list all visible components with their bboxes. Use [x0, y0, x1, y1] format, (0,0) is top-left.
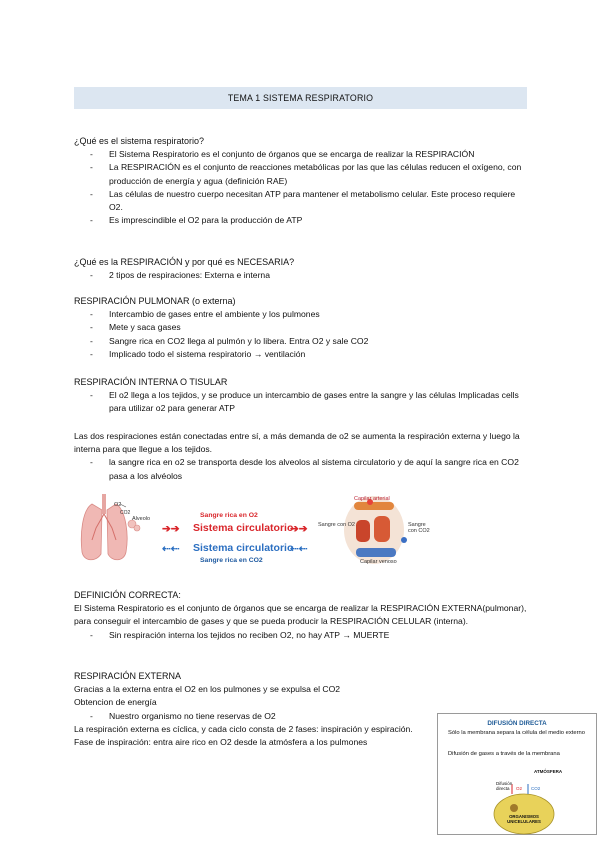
bullet-list: [74, 308, 529, 361]
sangre-con-o2-label: Sangre con O2: [318, 522, 355, 528]
capilar-arterial-label: Capilar arterial: [354, 496, 390, 502]
section-why: [74, 256, 529, 282]
list-item: - la sangre rica en o2 se transporta desde los alveolos al sistema circulatorio y de aquí la sangre rica en CO2 pasa a los alvéolos: [74, 456, 529, 482]
list-item: - Las células de nuestro cuerpo necesitan ATP para mantener el metabolismo celular. Este proceso requiere O2.: [74, 188, 529, 214]
sangre-con-co2-label: Sangre con CO2: [408, 522, 430, 534]
bullet-list: [74, 629, 529, 642]
section-definicion: [74, 589, 529, 642]
paragraph: Obtencion de energía: [74, 697, 157, 708]
paragraph: El Sistema Respiratorio es el conjunto de órganos que se encarga de realizar la RESPIRACIÓN EXTERNA(pulmonar), para conseguir el intercambio de gases y que se pueda producir la RESPIRACIÓN CELULAR (interna).: [74, 603, 527, 627]
difusion-label: Difusión directa: [496, 781, 513, 791]
sangre-o2-label: Sangre rica en O2: [200, 512, 258, 519]
sangre-co2-label: Sangre rica en CO2: [200, 557, 263, 564]
list-item: - La RESPIRACIÓN es el conjunto de reacciones metabólicas por las que las células reducen el oxígeno, con producción de energía y agua (definición RAE): [74, 161, 529, 187]
co2-label: CO2: [531, 786, 541, 791]
section-pulmonar: [74, 295, 529, 361]
section-what-is: [74, 135, 529, 227]
section-heading: RESPIRACIÓN INTERNA O TISULAR: [74, 377, 228, 387]
arrows-left-icon: ⇠⇠: [162, 543, 180, 555]
section-interna: [74, 376, 529, 416]
atmosfera-label: ATMÓSFERA: [534, 769, 563, 774]
list-item: - 2 tipos de respiraciones: Externa e interna: [74, 269, 529, 282]
section-connection: [74, 430, 529, 483]
bullet-list: [74, 456, 529, 482]
co2-label: CO2: [120, 510, 131, 516]
section-externa: [74, 670, 434, 749]
cell-illustration: [438, 766, 596, 836]
list-item: - El Sistema Respiratorio es el conjunto de órganos que se encarga de realizar la RESPIRACIÓN: [74, 148, 529, 161]
sistema-circulatorio-bottom: Sistema circulatorio: [193, 542, 294, 554]
alveolo-label: Alveolo: [132, 516, 151, 522]
respiration-diagram: [74, 490, 434, 575]
paragraph: Fase de inspiración: entra aire rico en O2 desde la atmósfera a los pulmones: [74, 737, 368, 748]
page-title: TEMA 1 SISTEMA RESPIRATORIO: [74, 87, 527, 109]
difusion-directa-figure: [437, 713, 597, 835]
inset-text: Sólo la membrana separa la célula del medio externo: [448, 730, 585, 736]
list-item: - Sangre rica en CO2 llega al pulmón y lo libera. Entra O2 y sale CO2: [74, 335, 529, 348]
bullet-list: [74, 148, 529, 227]
o2-label: O2: [114, 502, 122, 508]
section-heading: RESPIRACIÓN EXTERNA: [74, 671, 182, 681]
section-heading: DEFINICIÓN CORRECTA:: [74, 590, 181, 600]
inset-text: Difusión de gases a través de la membrana: [448, 751, 560, 757]
paragraph: La respiración externa es cíclica, y cada ciclo consta de 2 fases: inspiración y espiración.: [74, 723, 413, 734]
bullet-list: [74, 269, 529, 282]
sistema-circulatorio-top: Sistema circulatorio: [193, 522, 294, 534]
paragraph: Gracias a la externa entra el O2 en los pulmones y se expulsa el CO2: [74, 684, 341, 695]
bullet-list: [74, 710, 434, 723]
inset-title: DIFUSIÓN DIRECTA: [487, 720, 547, 727]
list-item: - Es imprescindible el O2 para la producción de ATP: [74, 214, 529, 227]
arrows-right-icon: ➔➔: [162, 523, 180, 535]
arrows-right-icon: ➔➔: [290, 523, 308, 535]
list-item: - El o2 llega a los tejidos, y se produce un intercambio de gases entre la sangre y las células Implicadas cells para utilizar o2 para generar ATP: [74, 389, 529, 415]
section-heading: ¿Qué es la RESPIRACIÓN y por qué es NECESARIA?: [74, 257, 295, 267]
paragraph: Las dos respiraciones están conectadas entre sí, a más demanda de o2 se aumenta la respiración externa y luego la interna para que llegue a los tejidos.: [74, 431, 520, 455]
capilar-venoso-label: Capilar venoso: [360, 559, 397, 565]
section-heading: RESPIRACIÓN PULMONAR (o externa): [74, 296, 236, 306]
o2-label: O2: [516, 786, 523, 791]
list-item: - Sin respiración interna los tejidos no reciben O2, no hay ATP → MUERTE: [74, 629, 529, 642]
list-item: - Nuestro organismo no tiene reservas de O2: [74, 710, 434, 723]
list-item: - Mete y saca gases: [74, 321, 529, 334]
arrows-left-icon: ⇠⇠: [290, 543, 308, 555]
section-heading: ¿Qué es el sistema respiratorio?: [74, 136, 205, 146]
organismos-label: ORGANISMOS UNICELULARES: [507, 814, 541, 824]
bullet-list: [74, 389, 529, 415]
list-item: - Intercambio de gases entre el ambiente y los pulmones: [74, 308, 529, 321]
list-item: - Implicado todo el sistema respiratorio → ventilación: [74, 348, 529, 361]
